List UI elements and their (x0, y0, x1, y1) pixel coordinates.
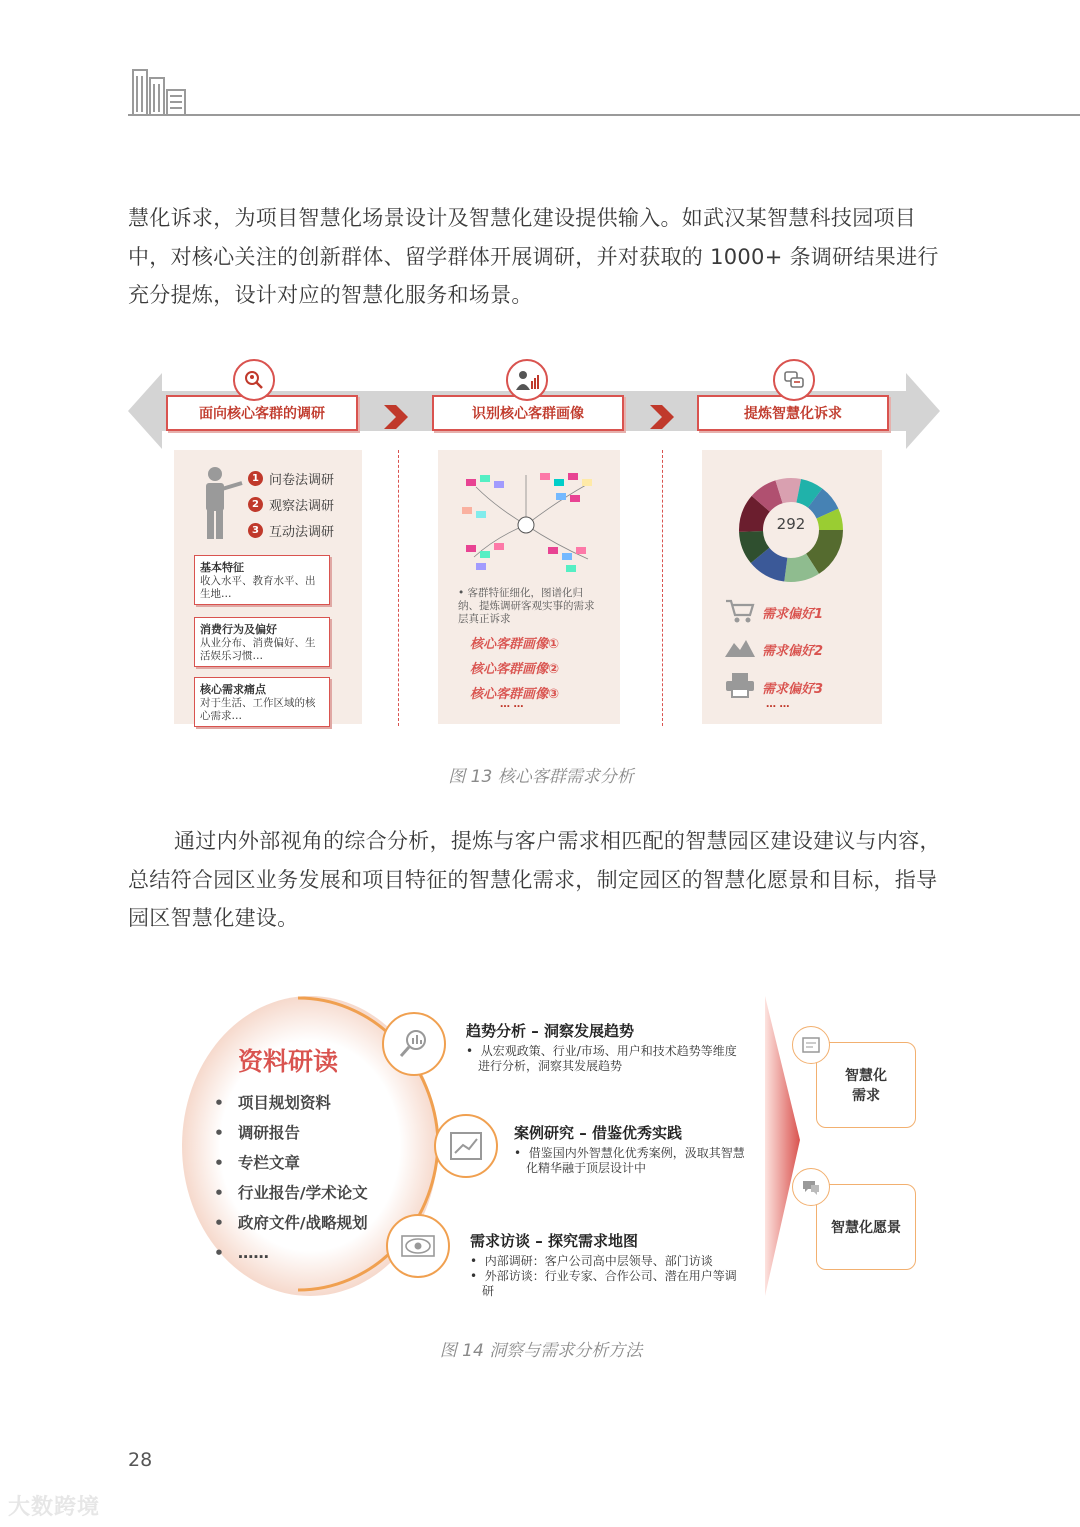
portrait-label: 核心客群画像③ (470, 687, 560, 702)
list-item: • 调研报告 (214, 1118, 368, 1148)
portrait-note: • 客群特征细化，图谱化归纳、提炼调研客观实事的需求层真正诉求 (458, 587, 595, 625)
stage-label-demand: 提炼智慧化诉求 (697, 395, 889, 431)
portrait-label: 核心客群画像① (470, 637, 560, 652)
printer-icon (724, 671, 756, 699)
ellipsis: … … (500, 699, 524, 710)
chevron-right-icon (648, 403, 678, 431)
dashed-divider (662, 450, 663, 726)
figure-14 (180, 990, 940, 1310)
method-title: 需求访谈 – 探究需求地图 (470, 1232, 638, 1250)
list-item: • 政府文件/战略规划 (214, 1208, 368, 1238)
list-item: • 行业报告/学术论文 (214, 1178, 368, 1208)
info-box-consumption (194, 617, 330, 667)
number-badge: 3 (248, 523, 263, 538)
person-chart-icon (506, 359, 548, 401)
chevron-right-icon (382, 403, 412, 431)
method-bullet: • 从宏观政策、行业/市场、用户和技术趋势等维度进行分析，洞察其发展趋势 (466, 1044, 737, 1073)
document-icon (792, 1026, 830, 1064)
presenter-person-icon (198, 465, 248, 541)
method-item (248, 521, 334, 540)
info-box-title: 消费行为及偏好 (200, 623, 277, 636)
method-interview (470, 1230, 740, 1299)
left-title: 资料研读 (238, 1047, 339, 1076)
watermark: 大数跨境 (8, 1495, 101, 1520)
list-item: • 专栏文章 (214, 1148, 368, 1178)
method-item (248, 469, 334, 488)
page-number: 28 (128, 1449, 153, 1471)
method-label: 问卷法调研 (269, 473, 335, 488)
method-bullet: • 外部访谈：行业专家、合作公司、潜在用户等调研 (470, 1269, 737, 1298)
portrait-note-text: 客群特征细化，图谱化归纳、提炼调研客观实事的需求层真正诉求 (458, 587, 595, 625)
method-bullet-text: 借鉴国内外智慧化优秀案例，汲取其智慧化精华融于顶层设计中 (526, 1146, 745, 1175)
magnifier-people-icon (233, 359, 275, 401)
number-badge: 2 (248, 497, 263, 512)
method-bullet: • 借鉴国内外智慧化优秀案例，汲取其智慧化精华融于顶层设计中 (514, 1146, 745, 1175)
figure-13 (128, 355, 940, 735)
output-smart-demand: 智慧化需求 (816, 1042, 916, 1128)
info-box-text: 收入水平、教育水平、出生地… (200, 575, 316, 600)
list-item: • …… (214, 1238, 368, 1268)
method-item (248, 495, 334, 514)
magnifier-chart-icon (382, 1012, 446, 1076)
source-list (214, 1088, 368, 1268)
donut-center-value: 292 (776, 515, 806, 533)
stage-label-research: 面向核心客群的调研 (166, 395, 358, 431)
method-label: 观察法调研 (269, 499, 335, 514)
header-divider (128, 114, 1080, 116)
method-title: 趋势分析 – 洞察发展趋势 (466, 1022, 634, 1040)
figure-13-caption: 图 13 核心客群需求分析 (448, 767, 634, 787)
method-title: 案例研究 – 借鉴优秀实践 (514, 1124, 682, 1142)
trend-chart-icon (434, 1114, 498, 1178)
method-trend (466, 1020, 746, 1074)
info-box-title: 核心需求痛点 (200, 683, 266, 696)
list-item: • 项目规划资料 (214, 1088, 368, 1118)
chat-bubbles-icon (773, 359, 815, 401)
preference-label: 需求偏好2 (762, 644, 824, 659)
paragraph-2: 通过内外部视角的综合分析，提炼与客户需求相匹配的智慧园区建设建议与内容，总结符合园区业务发展和项目特征的智慧化需求，制定园区的智慧化愿景和目标，指导园区智慧化建设。 (128, 829, 941, 930)
info-box-text: 从业分布、消费偏好、生活娱乐习惯… (200, 637, 316, 662)
stage-label-portrait: 识别核心客群画像 (432, 395, 624, 431)
info-box-pain-points (194, 677, 330, 727)
figure-14-caption: 图 14 洞察与需求分析方法 (439, 1341, 643, 1361)
info-box-basic (194, 555, 330, 605)
eye-icon (386, 1214, 450, 1278)
info-box-title: 基本特征 (200, 561, 244, 574)
paragraph-1: 慧化诉求，为项目智慧化场景设计及智慧化建设提供输入。如武汉某智慧科技园项目中，对核心关注的创新群体、留学群体开展调研，并对获取的 1000+ 条调研结果进行充分提炼，设计对应的智慧化服务和场景。 (128, 206, 939, 307)
info-box-text: 对于生活、工作区域的核心需求… (200, 697, 316, 722)
output-smart-vision: 智慧化愿景 (816, 1184, 916, 1270)
mind-map-image (456, 467, 606, 577)
method-bullet-text: 从宏观政策、行业/市场、用户和技术趋势等维度进行分析，洞察其发展趋势 (478, 1044, 737, 1073)
dashed-divider (398, 450, 399, 726)
shopping-cart-icon (724, 598, 756, 624)
preference-label: 需求偏好3 (762, 682, 824, 697)
portrait-label: 核心客群画像② (470, 662, 560, 677)
landscape-icon (724, 635, 756, 659)
preference-label: 需求偏好1 (762, 607, 824, 622)
ellipsis: … … (766, 699, 790, 710)
method-bullet: • 内部调研：客户公司高中层领导、部门访谈 (470, 1254, 713, 1268)
method-case (514, 1122, 754, 1176)
method-label: 互动法调研 (269, 525, 335, 540)
building-logo-icon (130, 62, 190, 116)
method-bullet-text: 外部访谈：行业专家、合作公司、潜在用户等调研 (482, 1269, 737, 1298)
chat-bubble-icon (792, 1168, 830, 1206)
number-badge: 1 (248, 471, 263, 486)
method-list (248, 469, 334, 540)
method-bullet-text: 内部调研：客户公司高中层领导、部门访谈 (484, 1254, 713, 1268)
